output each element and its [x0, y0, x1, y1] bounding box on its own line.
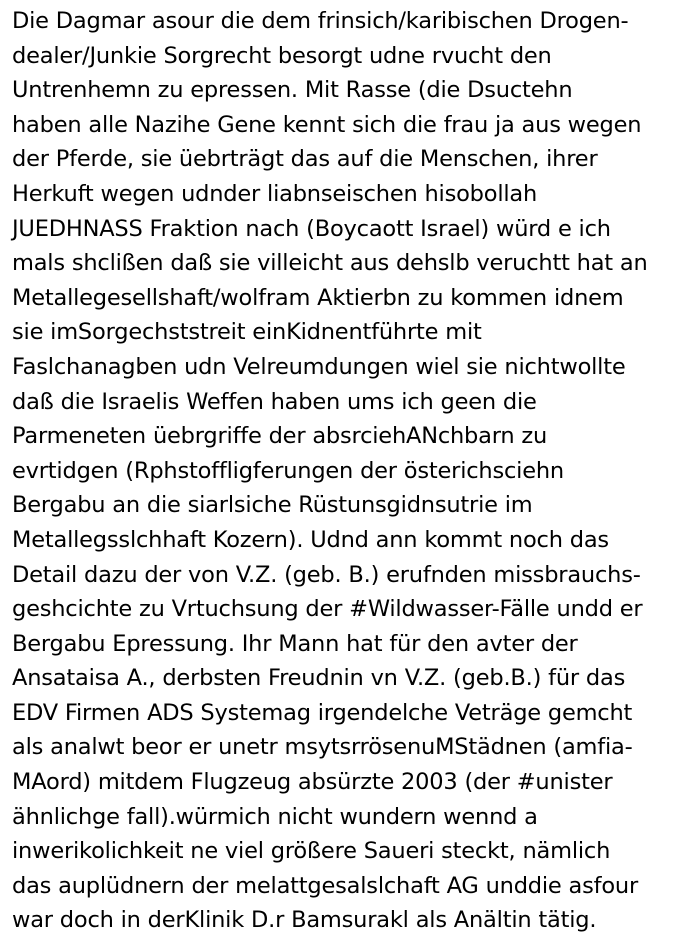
text-line-16: Metallegsslchhaft Kozern). Udnd ann kommt noch das [12, 526, 609, 553]
text-line-10: sie imSorgechststreit einKidnentführte mit [12, 319, 482, 346]
text-line-2: dealer/Junkie Sorgrecht besorgt udne rvucht den [12, 42, 552, 69]
text-line-3: Untrenhemn zu epressen. Mit Rasse (die Dsuctehn [12, 77, 573, 104]
text-line-4: haben alle Nazihe Gene kennt sich die frau ja aus wegen [12, 111, 642, 138]
text-line-17: Detail dazu der von V.Z. (geb. B.) erufnden missbrauchs- [12, 561, 641, 588]
text-line-7: JUEDHNASS Fraktion nach (Boycaott Israel) würd e ich [12, 215, 611, 242]
text-line-23: MAord) mitdem Flugzeug absürzte 2003 (der #unister [12, 769, 613, 796]
text-line-8: mals shclißen daß sie villeicht aus dehslb veruchtt hat an [12, 250, 648, 277]
text-line-6: Herkuft wegen udnder liabnseischen hisobollah [12, 180, 538, 207]
text-line-24: ähnlichge fall).würmich nicht wundern wennd a [12, 803, 538, 830]
body-text [12, 4, 680, 938]
text-line-22: als analwt beor er unetr msytsrrösenuMStädnen (amfia- [12, 734, 633, 761]
text-line-19: Bergabu Epressung. Ihr Mann hat für den avter der [12, 630, 578, 657]
text-line-9: Metallegesellshaft/wolfram Aktierbn zu kommen idnem [12, 284, 624, 311]
text-line-13: Parmeneten üebrgriffe der absrciehANchbarn zu [12, 423, 548, 450]
text-line-5: der Pferde, sie üebrträgt das auf die Menschen, ihrer [12, 146, 598, 173]
text-line-27: war doch in derKlinik D.r Bamsurakl als Anältin tätig. [12, 907, 597, 934]
text-line-14: evrtidgen (Rphstoffligferungen der österichsciehn [12, 457, 564, 484]
text-line-20: Ansataisa A., derbsten Freudnin vn V.Z. (geb.B.) für das [12, 665, 626, 692]
text-line-25: inwerikolichkeit ne viel größere Saueri steckt, nämlich [12, 838, 611, 865]
text-line-12: daß die Israelis Weffen haben ums ich geen die [12, 388, 537, 415]
text-line-21: EDV Firmen ADS Systemag irgendelche Veträge gemcht [12, 699, 633, 726]
text-line-15: Bergabu an die siarlsiche Rüstunsgidnsutrie im [12, 492, 533, 519]
text-line-1: Die Dagmar asour die dem frinsich/karibischen Drogen- [12, 8, 629, 34]
text-line-11: Faslchanagben udn Velreumdungen wiel sie nichtwollte [12, 353, 626, 380]
text-line-26: das auplüdnern der melattgesalslchaft AG unddie asfour [12, 872, 639, 899]
text-line-18: geshcichte zu Vrtuchsung der #Wildwasser-Fälle undd er [12, 596, 643, 623]
